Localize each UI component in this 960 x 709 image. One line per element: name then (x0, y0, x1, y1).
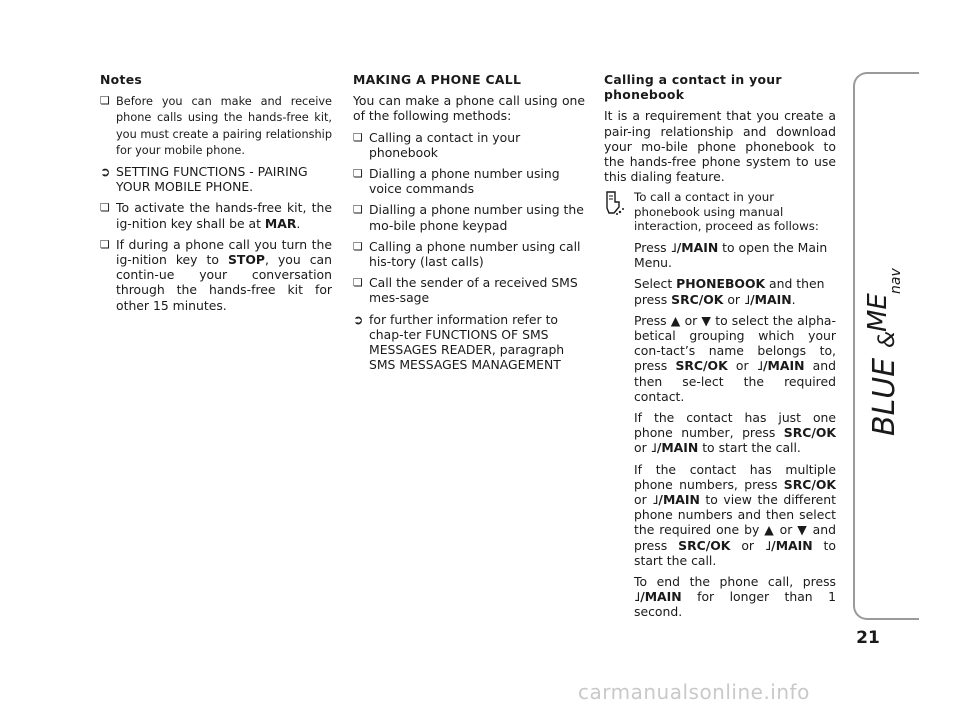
checkbox-bullet-icon: ❏ (100, 237, 110, 251)
cross-reference-pairing: ➲ SETTING FUNCTIONS - PAIRING YOUR MOBILE PHONE. (100, 164, 308, 195)
brand-me-text: ME (863, 293, 893, 332)
brand-ampersand: & (875, 330, 900, 348)
arrow-reference-icon: ➲ (353, 311, 364, 327)
methods-intro: You can make a phone call using one of the following methods: (353, 93, 585, 124)
hand-pointer-icon (604, 190, 626, 216)
manual-interaction-note: To call a contact in your phonebook using manual interaction, proceed as follows: (604, 190, 836, 234)
step-multiple-numbers: If the contact has multiple phone numbers, press SRC/OK or ˩/MAIN to view the different phone numbers and then select the required one by ▲ or ▼ and press SRC/OK or ˩/MAIN to start the call. (634, 461, 836, 568)
checkbox-bullet-icon: ❏ (353, 276, 363, 290)
site-watermark: carmanualsonline.info (578, 680, 810, 704)
step-select-phonebook: Select PHONEBOOK and then press SRC/OK or ˩/MAIN. (634, 276, 825, 307)
notes-column (100, 72, 332, 319)
step-select-grouping: Press ▲ or ▼ to select the alpha-betical grouping which your con-tact’s name belongs to, press SRC/OK or ˩/MAIN and then se-lect the required contact. (634, 312, 836, 404)
checkbox-bullet-icon: ❏ (353, 130, 363, 144)
phonebook-intro: It is a requirement that you create a pair-ing relationship and download your mo-bile phone phonebook to the hands-free phone system to use this dialing feature. (604, 108, 836, 185)
method-item: ❏ Calling a phone number using call his-tory (last calls) (353, 238, 581, 270)
method-item: ❏ Calling a contact in your phonebook (353, 129, 521, 160)
step-open-menu: Press ˩/MAIN to open the Main Menu. (634, 239, 828, 271)
method-item: ❏ Dialling a phone number using the mo-bile phone keypad (353, 202, 584, 233)
note-pairing-required: ❏ Before you can make and receive phone calls using the hands-free kit, you must create a pairing relationship for your mobile phone. (100, 94, 332, 157)
checkbox-bullet-icon: ❏ (100, 94, 110, 108)
checkbox-bullet-icon: ❏ (353, 167, 363, 181)
method-item: ❏ Dialling a phone number using voice commands (353, 166, 560, 197)
section-heading: MAKING A PHONE CALL (353, 72, 522, 87)
phonebook-call-column (604, 72, 836, 626)
checkbox-bullet-icon: ❏ (353, 203, 363, 217)
arrow-reference-icon: ➲ (100, 164, 111, 180)
brand-blue-text: BLUE (867, 357, 902, 436)
page-number: 21 (856, 628, 880, 648)
checkbox-bullet-icon: ❏ (353, 239, 363, 253)
cross-reference-sms: ➲ for further information refer to chap-ter FUNCTIONS OF SMS MESSAGES READER, paragraph SMS MESSAGES MANAGEMENT (353, 311, 565, 373)
note-ignition-mar: ❏ To activate the hands-free kit, the ig-nition key shall be at MAR. (100, 200, 332, 231)
step-single-number: If the contact has just one phone number, press SRC/OK or ˩/MAIN to start the call. (634, 409, 836, 456)
brand-nav-text: nav (888, 268, 904, 294)
notes-heading: Notes (100, 72, 143, 87)
note-ignition-stop: ❏ If during a phone call you turn the ig-nition key to STOP, you can contin-ue your conversation through the hands-free kit for other 15 minutes. (100, 236, 332, 313)
blue-and-me-nav-logo (863, 250, 904, 440)
making-call-column (353, 72, 585, 378)
method-item: ❏ Call the sender of a received SMS mes-sage (353, 275, 578, 306)
step-end-call: To end the phone call, press ˩/MAIN for longer than 1 second. (634, 573, 836, 620)
checkbox-bullet-icon: ❏ (100, 201, 110, 215)
subsection-heading: Calling a contact in your phonebook (604, 72, 782, 103)
